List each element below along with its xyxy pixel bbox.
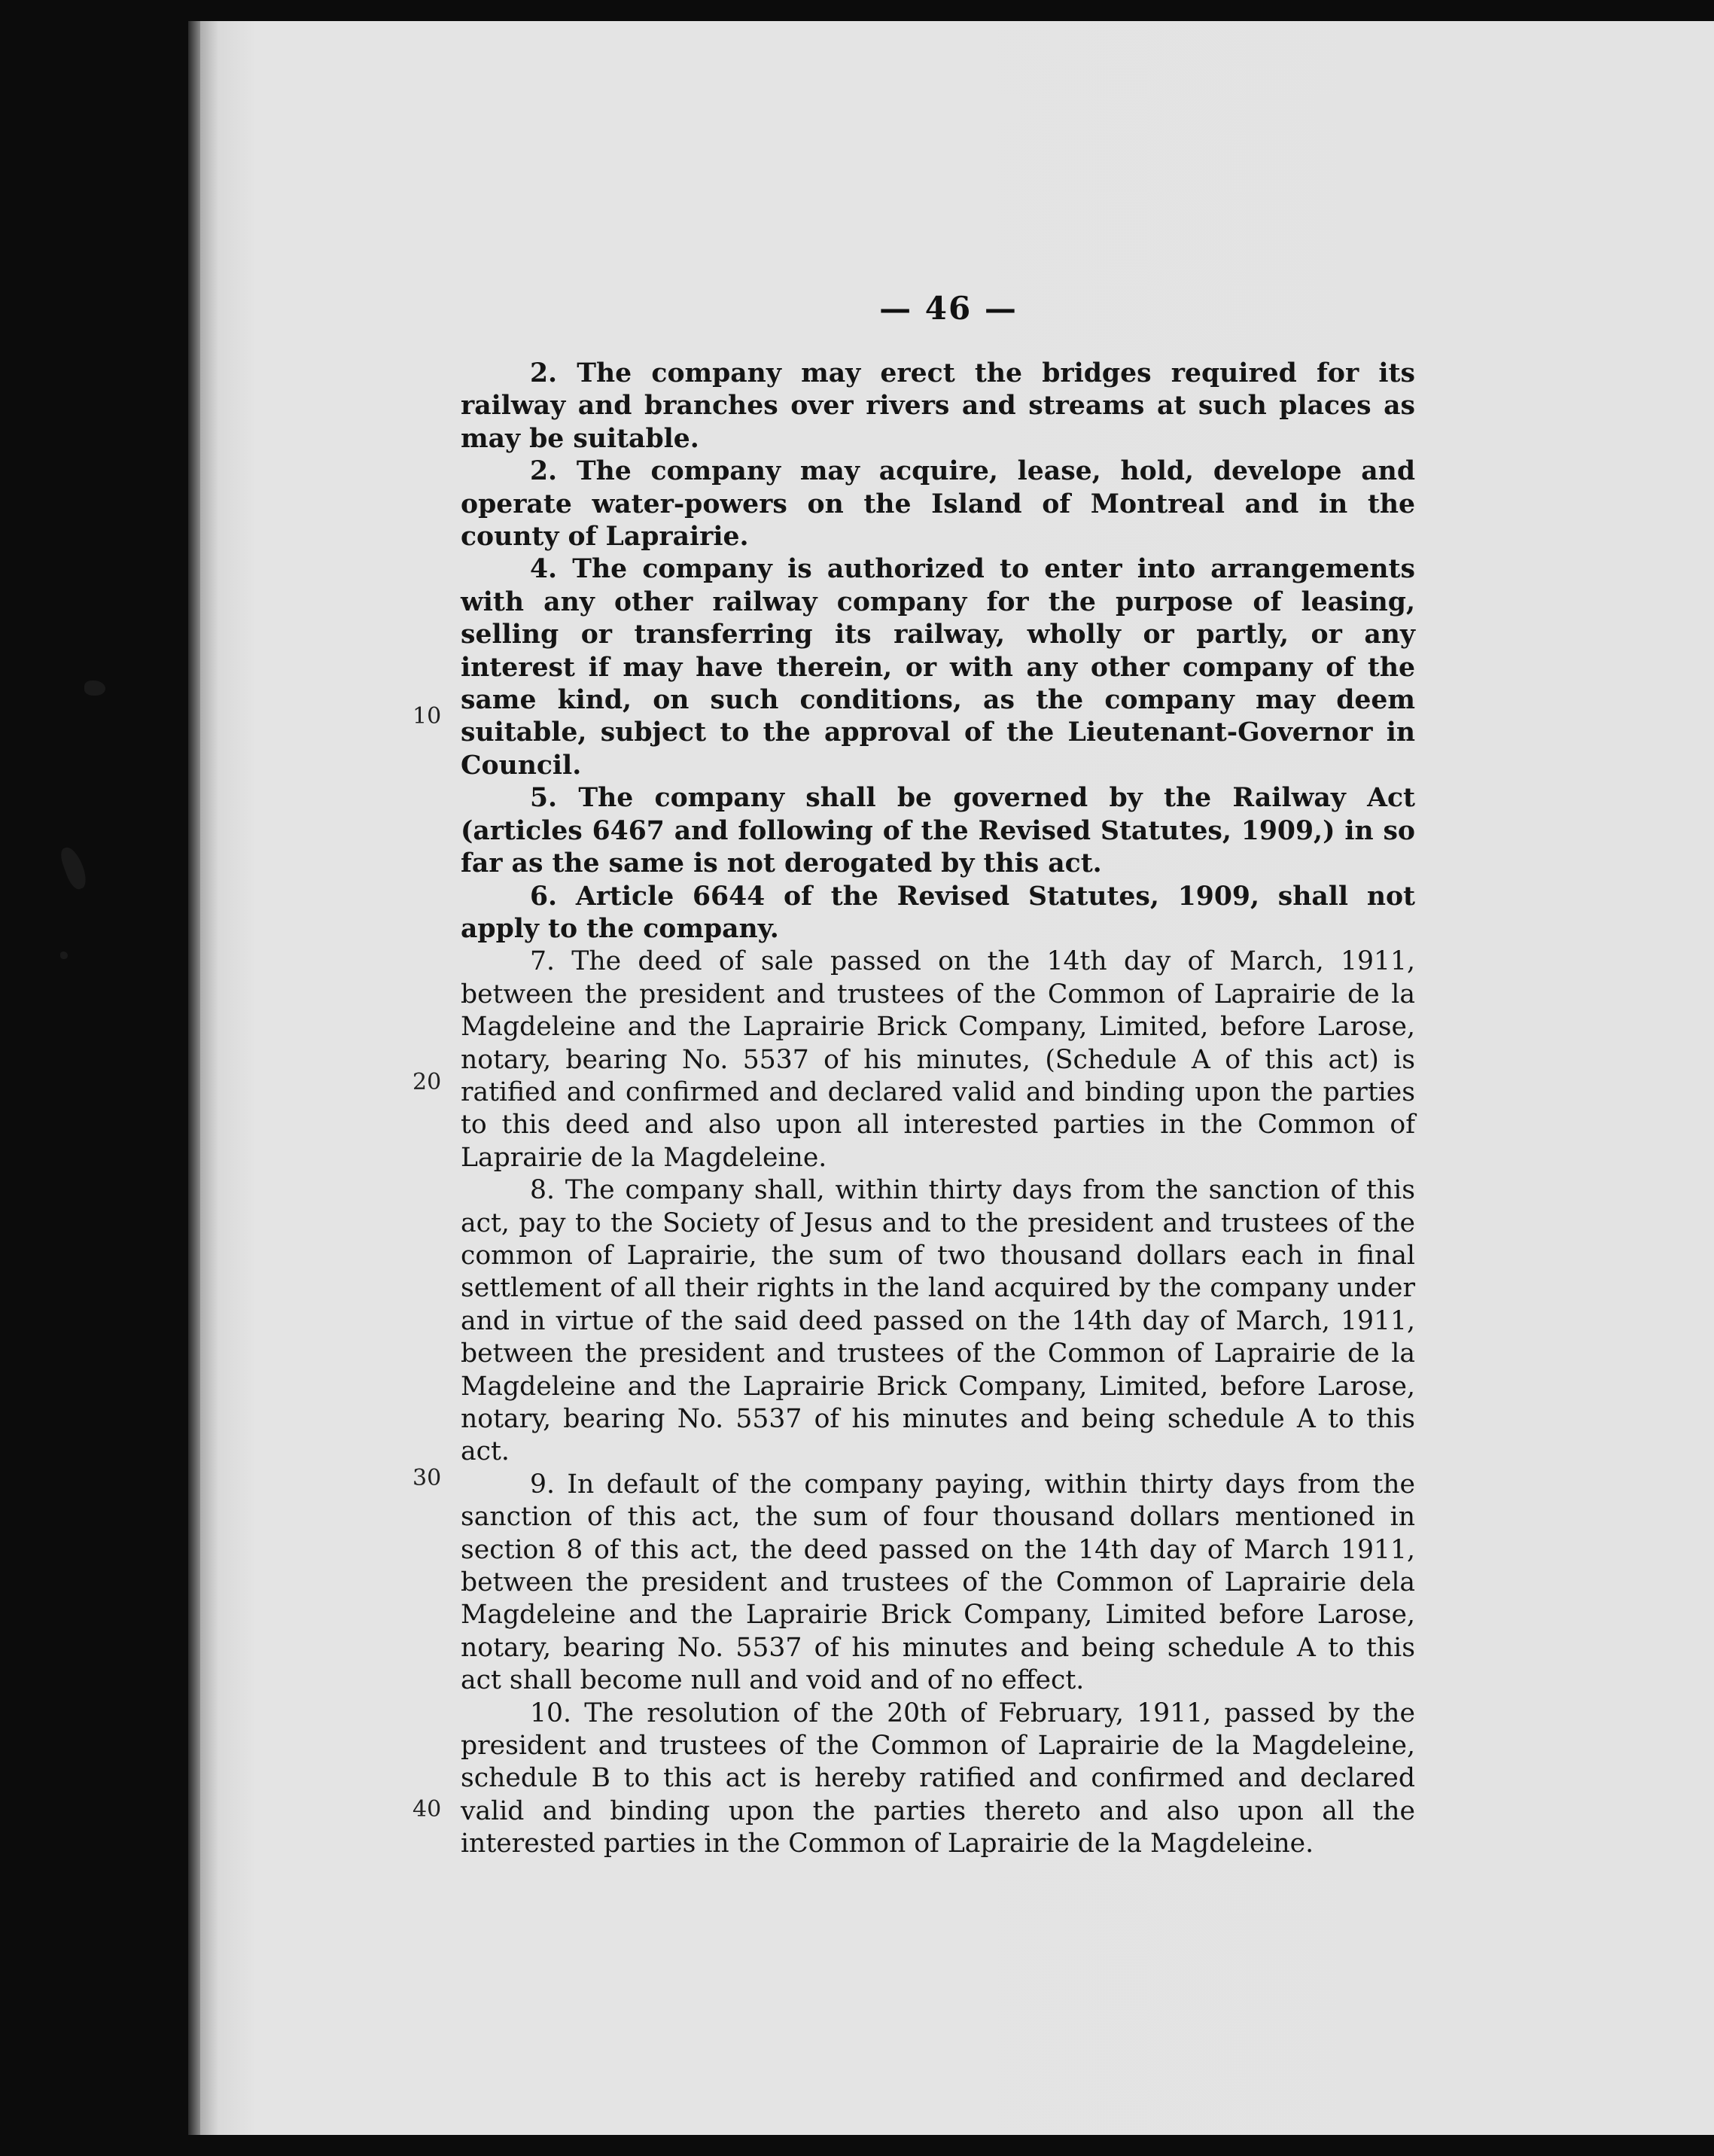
line-number-30: 30 (413, 1465, 442, 1491)
section-4-arrangements: 4. The company is authorized to enter into arrangements with any other railway company for the purpose of leasing, selling or transferring its railway, wholly or partly, or any interest if may have therein, or with any other company of the same kind, on such conditions, as the company may deem suitable, subject to the approval of the Lieutenant-Governor in Council. (461, 554, 1415, 781)
page-number: — 46 — (879, 290, 1018, 327)
page-gutter-shadow (188, 21, 200, 2135)
line-number-20: 20 (413, 1069, 442, 1095)
section-5-railway-act: 5. The company shall be governed by the Railway Act (articles 6467 and following of the Revised Statutes, 1909,) in so far as the same is not derogated by this act. (461, 783, 1415, 879)
section-10-resolution: 10. The resolution of the 20th of February, 1911, passed by the president and trustees of the Common of Laprairie de la Magdeleine, schedule B to this act is hereby ratified and confirmed and declared valid and binding upon the parties thereto and also upon all the interested parties in the Common of Laprairie de la Magdeleine. (461, 1698, 1415, 1859)
margin-speck (60, 952, 68, 959)
line-number-40: 40 (413, 1796, 442, 1823)
section-6-article-6644: 6. Article 6644 of the Revised Statutes, 1909, shall not apply to the company. (461, 881, 1415, 944)
line-number-10: 10 (413, 703, 442, 729)
margin-speck (84, 681, 105, 696)
section-7-deed-of-sale: 7. The deed of sale passed on the 14th day of March, 1911, between the president and trustees of the Common of Laprairie de la Magdeleine and the Laprairie Brick Company, Limited, before Larose, notary, bearing No. 5537 of his minutes, (Schedule A of this act) is ratified and confirmed and declared valid and binding upon the parties to this deed and also upon all interested parties in the Common of Laprairie de la Magdeleine. (461, 946, 1415, 1173)
document-body (461, 358, 1415, 1861)
section-9-default: 9. In default of the company paying, within thirty days from the sanction of this act, the sum of four thousand dollars mentioned in section 8 of this act, the deed passed on the 14th day of March 1911, between the president and trustees of the Common of Laprairie dela Magdeleine and the Laprairie Brick Company, Limited before Larose, notary, bearing No. 5537 of his minutes and being schedule A to this act shall become null and void and of no effect. (461, 1469, 1415, 1696)
section-2-bridges: 2. The company may erect the bridges required for its railway and branches over rivers and streams at such places as may be suitable. (461, 358, 1415, 454)
section-8-payment: 8. The company shall, within thirty days from the sanction of this act, pay to the Society of Jesus and to the president and trustees of the common of Laprairie, the sum of two thousand dollars each in final settlement of all their rights in the land acquired by the company under and in virtue of the said deed passed on the 14th day of March, 1911, between the president and trustees of the Common of Laprairie de la Magdeleine and the Laprairie Brick Company, Limited, before Larose, notary, bearing No. 5537 of his minutes and being schedule A to this act. (461, 1175, 1415, 1467)
section-2-water-powers: 2. The company may acquire, lease, hold, develope and operate water-powers on the Island of Montreal and in the county of Laprairie. (461, 456, 1415, 553)
